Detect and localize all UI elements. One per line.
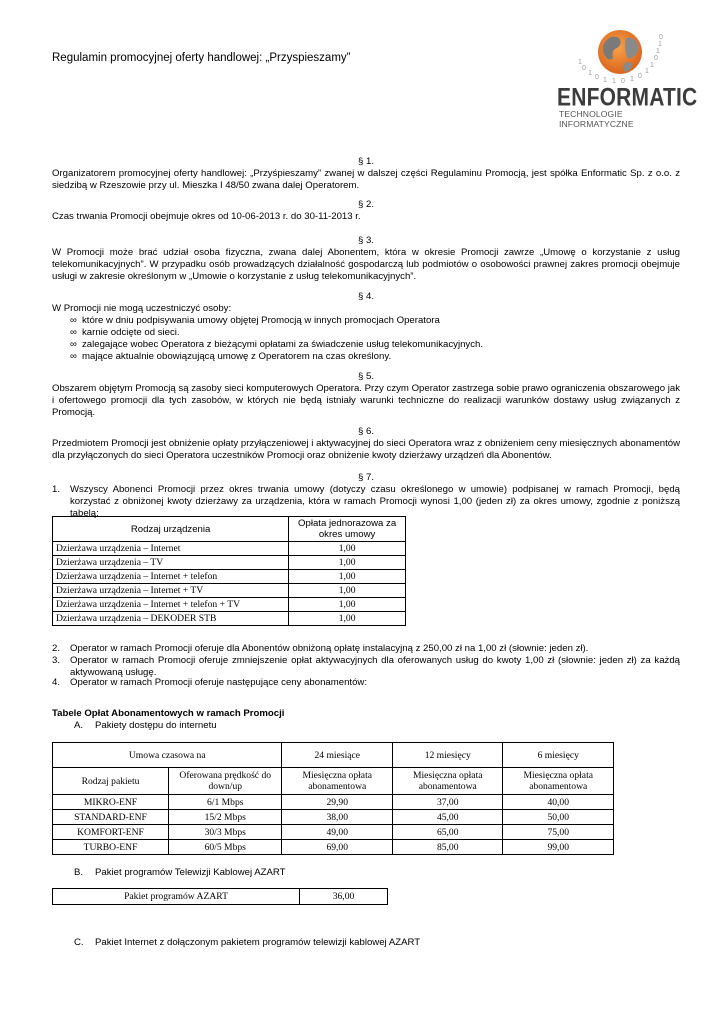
table-c-title: Pakiet Internet z dołączonym pakietem programów telewizji kablowej AZART [95, 937, 421, 948]
section-7-item-1: Wszyscy Abonenci Promocji przez okres trwania umowy (dotyczy czasu określonego w umowie) podpisanej w ramach Promocji, będą korzystać z obniżonej kwoty dzierżawy za urządzenia, która w ramach Promocji wynosi 1,00 (jeden zł) za okres umowy, zgodnie z poniższą tabelą: [70, 484, 680, 519]
list-item: ∞ karnie odcięte od sieci. [70, 327, 180, 338]
list-item: ∞ zalegające wobec Operatora z bieżącymi opłatami za świadczenie usług telekomunikacyjnych. [70, 339, 484, 350]
table-row: Dzierżawa urządzenia – Internet + telefon 1,00 [53, 570, 406, 584]
list-item: ∞ mające aktualnie obowiązującą umowę z Operatorem na czas określony. [70, 351, 392, 362]
section-3-mark: § 3. [357, 235, 374, 246]
table-row: Rodzaj pakietu Oferowana prędkość do down/up Miesięczna opłata abonamentowa Miesięczna opłata abonamentowa Miesięczna opłata abonamentowa [53, 768, 614, 795]
svg-text:1: 1 [588, 70, 592, 77]
svg-text:1: 1 [658, 41, 662, 48]
section-5-text: Obszarem objętym Promocją są zasoby sieci komputerowych Operatora. Przy czym Operator zastrzega sobie prawo ograniczenia obszarowego jak i ofertowego promocji dla tych zasobów, w których nie będą istniały warunki techniczne do realizacji warunków dostawy usług związanych z Promocją. [52, 383, 680, 418]
page-title: Regulamin promocyjnej oferty handlowej: „Przyspieszamy” [52, 52, 351, 64]
list-item: ∞ które w dniu podpisywania umowy objętej Promocją w innych promocjach Operatora [70, 315, 440, 326]
bullet-icon: ∞ [70, 351, 77, 362]
svg-text:0: 0 [621, 78, 625, 85]
section-2-text: Czas trwania Promocji obejmuje okres od 10-06-2013 r. do 30-11-2013 r. [52, 211, 361, 222]
table-row: Dzierżawa urządzenia – DEKODER STB 1,00 [53, 612, 406, 626]
logo-tagline: TECHNOLOGIE INFORMATYCZNE [559, 109, 634, 129]
section-1-mark: § 1. [357, 156, 374, 167]
section-4-mark: § 4. [357, 291, 374, 302]
bullet-icon: ∞ [70, 315, 77, 326]
svg-text:1: 1 [656, 48, 660, 55]
svg-text:0: 0 [638, 73, 642, 80]
table-a-title: Pakiety dostępu do internetu [95, 720, 217, 731]
section-3-text: W Promocji może brać udział osoba fizyczna, zwana dalej Abonentem, która w okresie Promocji zawrze „Umowę o korzystanie z usług telekomunikacyjnych”. W przypadku osób prowadzących działalność gospodarczą lub podmiotów o osobowości prawnej zakres promocji obejmuje usługi w zakresie określonym w „Umowie o korzystanie z usług telekomunikacyjnych”. [52, 247, 680, 282]
fee-tables-heading: Tabele Opłat Abonamentowych w ramach Promocji [52, 708, 285, 719]
item-number: 4. [52, 677, 61, 688]
table-row: Dzierżawa urządzenia – Internet + telefon + TV 1,00 [53, 598, 406, 612]
svg-text:1: 1 [645, 68, 649, 75]
section-1-text: Organizatorem promocyjnej oferty handlowej: „Przyśpieszamy” zwanej w dalszej części Regulaminu Promocją, jest spółka Enformatic Sp. z o.o. z siedzibą w Rzeszowie przy ul. Mieszka I 48/50 zwana dalej Operatorem. [52, 168, 680, 191]
table-row: Dzierżawa urządzenia – Internet 1,00 [53, 542, 406, 556]
svg-text:0: 0 [654, 55, 658, 62]
table-b-title: Pakiet programów Telewizji Kablowej AZART [95, 867, 286, 878]
exclusion-list [52, 315, 680, 363]
section-7-mark: § 7. [357, 472, 374, 483]
section-2-mark: § 2. [357, 199, 374, 210]
svg-text:1: 1 [578, 59, 582, 66]
svg-text:1: 1 [603, 77, 607, 84]
column-header: Rodzaj urządzenia [53, 517, 289, 542]
table-row: KOMFORT-ENF 30/3 Mbps 49,00 65,00 75,00 [53, 825, 614, 840]
logo-wordmark: ENFORMATIC [557, 84, 698, 112]
section-7-item-3: Operator w ramach Promocji oferuje zmniejszenie opłat aktywacyjnych dla oferowanych usług do kwoty 1,00 zł (słownie: jeden zł) za każdą aktywowaną usługę. [70, 655, 680, 678]
column-header: Opłata jednorazowa za okres umowy [289, 517, 406, 542]
table-row: Umowa czasowa na 24 miesiące 12 miesięcy 6 miesięcy [53, 743, 614, 768]
bullet-icon: ∞ [70, 339, 77, 350]
device-lease-table [52, 516, 406, 626]
section-5-mark: § 5. [357, 371, 374, 382]
item-number: 1. [52, 484, 61, 495]
item-number: 3. [52, 655, 61, 666]
item-number: 2. [52, 643, 61, 654]
section-7-item-4: Operator w ramach Promocji oferuje następujące ceny abonamentów: [70, 677, 368, 688]
table-row: Pakiet programów AZART 36,00 [53, 889, 388, 905]
section-6-mark: § 6. [357, 426, 374, 437]
svg-text:1: 1 [612, 78, 616, 85]
table-b-label: B. [74, 867, 84, 878]
table-row: Dzierżawa urządzenia – TV 1,00 [53, 556, 406, 570]
svg-text:1: 1 [630, 76, 634, 83]
svg-text:0: 0 [659, 34, 663, 41]
table-row: STANDARD-ENF 15/2 Mbps 38,00 45,00 50,00 [53, 810, 614, 825]
table-header-row [53, 517, 406, 542]
azart-package-table [52, 888, 388, 905]
svg-text:0: 0 [582, 65, 586, 72]
section-7-item-2: Operator w ramach Promocji oferuje dla Abonentów obniżoną opłatę instalacyjną z 250,00 zł na 1,00 zł (słownie: jeden zł). [70, 643, 589, 654]
svg-text:0: 0 [595, 74, 599, 81]
section-6-text: Przedmiotem Promocji jest obniżenie opłaty przyłączeniowej i aktywacyjnej do sieci Operatora wraz z obniżeniem ceny miesięcznych abonamentów dla przyłączonych do sieci Operatora uczestników Promocji oraz obniżenie kwoty dzierżawy urządzeń dla Abonentów. [52, 438, 680, 461]
table-c-label: C. [74, 937, 84, 948]
table-row: Dzierżawa urządzenia – Internet + TV 1,00 [53, 584, 406, 598]
table-row: MIKRO-ENF 6/1 Mbps 29,90 37,00 40,00 [53, 795, 614, 810]
bullet-icon: ∞ [70, 327, 77, 338]
section-4-intro: W Promocji nie mogą uczestniczyć osoby: [52, 303, 232, 314]
svg-text:1: 1 [650, 62, 654, 69]
table-a-label: A. [74, 720, 84, 731]
table-row: TURBO-ENF 60/5 Mbps 69,00 85,00 99,00 [53, 840, 614, 855]
internet-packages-table [52, 742, 614, 855]
